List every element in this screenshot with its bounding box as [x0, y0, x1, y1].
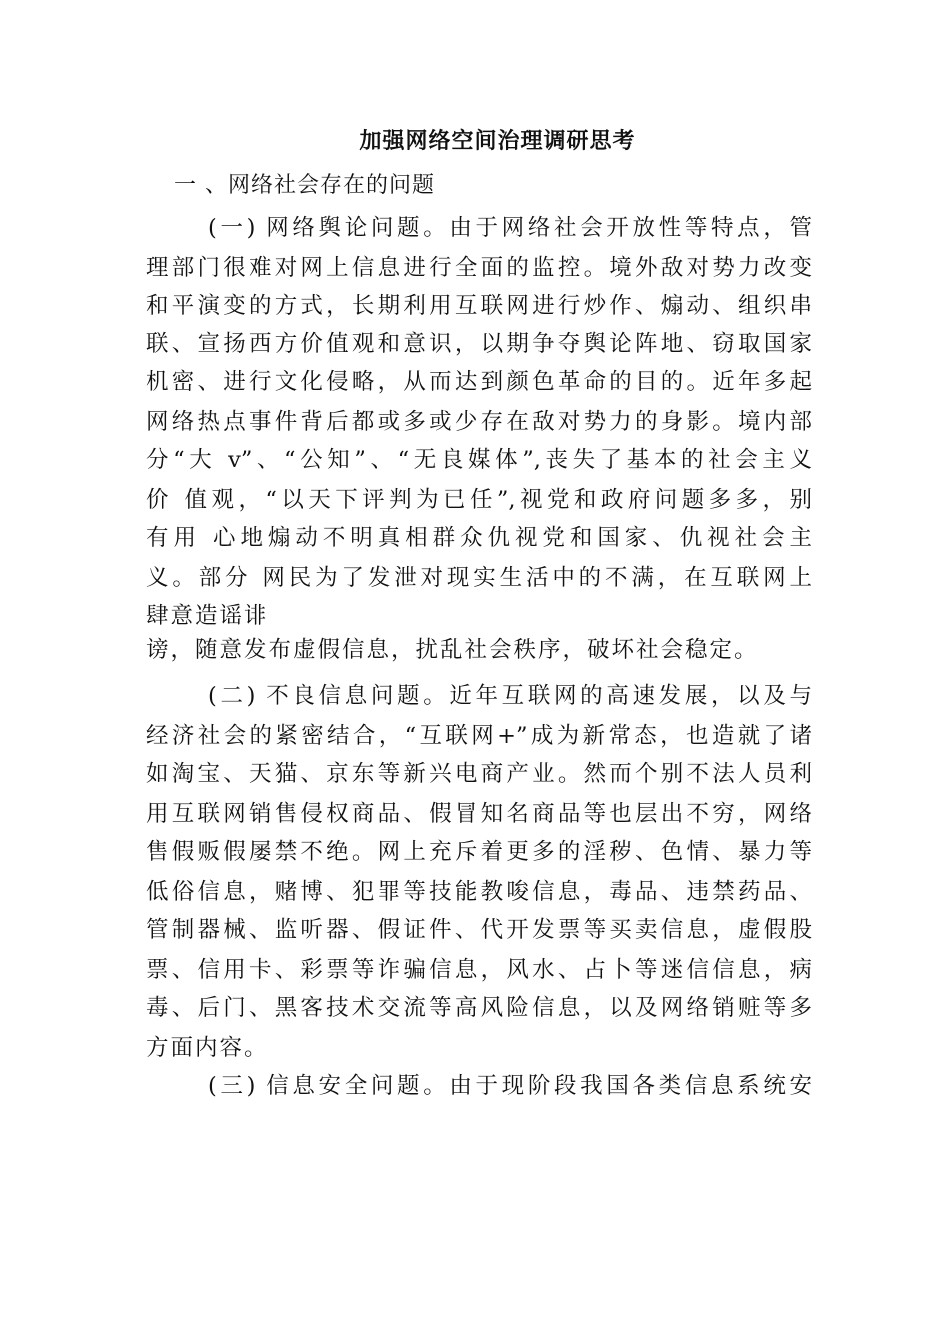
paragraph-2-line: 管制器械、监听器、假证件、代开发票等买卖信息，虚假股 [146, 917, 812, 943]
paragraph-1-line: 联、宣扬西方价值观和意识，以期争夺舆论阵地、窃取国家 [146, 331, 812, 357]
paragraph-2-line: 售假贩假屡禁不绝。网上充斥着更多的淫秽、色情、暴力等 [146, 839, 812, 865]
paragraph-2-line: 票、信用卡、彩票等诈骗信息，风水、占卜等迷信信息，病 [146, 957, 812, 983]
paragraph-2-line: 方面内容。 [146, 1035, 269, 1061]
paragraph-2-line: 如淘宝、天猫、京东等新兴电商产业。然而个别不法人员利 [146, 761, 812, 787]
paragraph-1-line: 价 值观，“以天下评判为已任”,视党和政府问题多多，别 [146, 487, 812, 513]
paragraph-1-line: 机密、进行文化侵略，从而达到颜色革命的目的。近年多起 [146, 369, 812, 395]
paragraph-1-line: 有用 心地煽动不明真相群众仇视党和国家、仇视社会主 [146, 525, 812, 551]
document-title: 加强网络空间治理调研思考 [359, 129, 636, 154]
paragraph-2-line: (二) 不良信息问题。近年互联网的高速发展，以及与 [208, 683, 812, 709]
paragraph-1-line: 谤，随意发布虚假信息，扰乱社会秩序，破坏社会稳定。 [146, 637, 759, 663]
section-heading: 一 、网络社会存在的问题 [174, 173, 435, 198]
paragraph-1-line: 肆意造谣诽 [146, 603, 269, 629]
paragraph-1-line: 分“大 v”、“公知”、“无良媒体”,丧失了基本的社会主义 [146, 447, 812, 473]
paragraph-1-line: 义。部分 网民为了发泄对现实生活中的不满，在互联网上 [146, 565, 812, 591]
paragraph-3-line: (三) 信息安全问题。由于现阶段我国各类信息系统安 [208, 1073, 812, 1099]
paragraph-2-line: 低俗信息，赌博、犯罪等技能教唆信息，毒品、违禁药品、 [146, 879, 812, 905]
paragraph-2-line: 用互联网销售侵权商品、假冒知名商品等也层出不穷，网络 [146, 801, 812, 827]
paragraph-1-line: 理部门很难对网上信息进行全面的监控。境外敌对势力改变 [146, 255, 812, 281]
paragraph-2-line: 毒、后门、黑客技术交流等高风险信息，以及网络销赃等多 [146, 995, 812, 1021]
paragraph-2-line: 经济社会的紧密结合，“互联网+”成为新常态，也造就了诸 [146, 723, 812, 749]
paragraph-1-line: 网络热点事件背后都或多或少存在敌对势力的身影。境内部 [146, 409, 812, 435]
paragraph-1-line: (一) 网络舆论问题。由于网络社会开放性等特点，管 [208, 215, 812, 241]
paragraph-1-line: 和平演变的方式，长期利用互联网进行炒作、煽动、组织串 [146, 293, 812, 319]
